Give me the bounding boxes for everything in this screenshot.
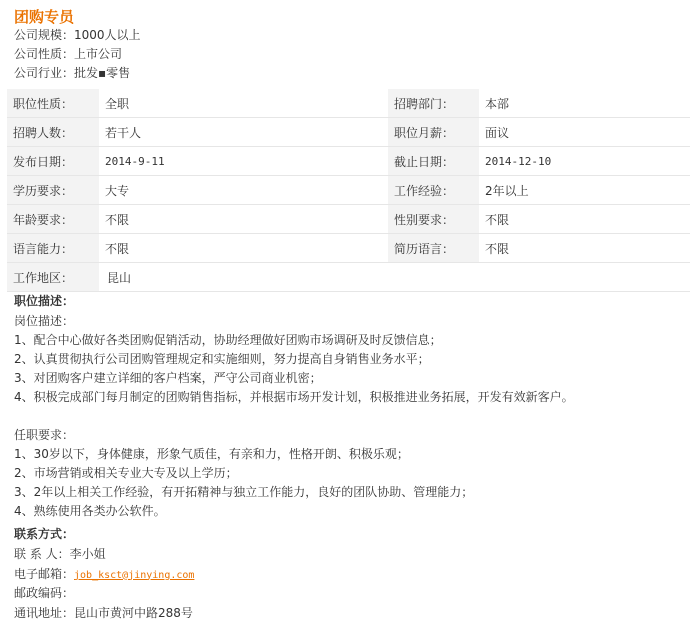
detail-value: 本部 bbox=[479, 89, 690, 118]
company-nature-value: 上市公司 bbox=[74, 47, 123, 61]
contact-person-label: 联 系 人： bbox=[14, 547, 70, 561]
duty-item: 2、认真贯彻执行公司团购管理规定和实施细则，努力提高自身销售业务水平； bbox=[14, 352, 430, 366]
duty-item: 3、对团购客户建立详细的客户档案，严守公司商业机密； bbox=[14, 371, 322, 385]
contact-email-label: 电子邮箱： bbox=[14, 566, 75, 581]
job-description bbox=[14, 312, 574, 521]
detail-label: 招聘部门： bbox=[388, 89, 479, 118]
contact-address-value: 昆山市黄河中路288号 bbox=[74, 605, 193, 620]
detail-label: 语言能力： bbox=[7, 234, 99, 263]
company-industry-label: 公司行业： bbox=[14, 66, 75, 80]
job-title: 团购专员 bbox=[14, 8, 75, 26]
detail-label: 职位性质： bbox=[7, 89, 99, 118]
contact-info bbox=[14, 545, 194, 623]
contact-postcode bbox=[14, 584, 194, 604]
detail-value: 全职 bbox=[99, 89, 388, 118]
email-link[interactable]: job_ksct@jinying.com bbox=[74, 569, 195, 581]
detail-value: 2014-12-10 bbox=[479, 147, 690, 176]
detail-label: 招聘人数： bbox=[7, 118, 99, 147]
contact-heading: 联系方式： bbox=[14, 527, 75, 541]
details-row bbox=[7, 89, 690, 118]
duty-item: 1、配合中心做好各类团购促销活动，协助经理做好团购市场调研及时反馈信息； bbox=[14, 333, 442, 347]
details-row bbox=[7, 234, 690, 263]
details-row bbox=[7, 147, 690, 176]
detail-label: 发布日期： bbox=[7, 147, 99, 176]
contact-person-value: 李小姐 bbox=[69, 547, 106, 561]
requirement-item: 4、熟练使用各类办公软件。 bbox=[14, 504, 166, 518]
contact-email bbox=[14, 565, 194, 585]
requirement-item: 3、2年以上相关工作经验，有开拓精神与独立工作能力，良好的团队协助、管理能力； bbox=[14, 485, 474, 499]
work-area-row bbox=[7, 263, 690, 292]
requirement-title: 任职要求： bbox=[14, 428, 75, 442]
detail-label: 职位月薪： bbox=[388, 118, 479, 147]
detail-value: 若干人 bbox=[99, 118, 388, 147]
contact-postcode-label: 邮政编码： bbox=[14, 586, 75, 600]
spacer bbox=[14, 407, 574, 426]
company-size-label: 公司规模： bbox=[14, 28, 75, 42]
detail-label: 年龄要求： bbox=[7, 205, 99, 234]
details-row bbox=[7, 176, 690, 205]
detail-value: 不限 bbox=[479, 205, 690, 234]
company-industry-value: 批发▪零售 bbox=[74, 66, 131, 80]
work-area-value bbox=[99, 263, 690, 292]
duty-title: 岗位描述： bbox=[14, 314, 75, 328]
detail-value: 不限 bbox=[99, 205, 388, 234]
requirement-item: 2、市场营销或相关专业大专及以上学历； bbox=[14, 466, 238, 480]
company-nature bbox=[14, 45, 141, 64]
duty-item: 4、积极完成部门每月制定的团购销售指标，并根据市场开发计划，积极推进业务拓展，开发有效新客户。 bbox=[14, 390, 574, 404]
work-area-text: 昆山 bbox=[107, 270, 132, 285]
details-row bbox=[7, 205, 690, 234]
detail-label: 工作经验： bbox=[388, 176, 479, 205]
work-area-label: 工作地区： bbox=[7, 263, 99, 292]
company-industry bbox=[14, 64, 141, 83]
detail-label: 截止日期： bbox=[388, 147, 479, 176]
detail-value: 不限 bbox=[99, 234, 388, 263]
detail-label: 简历语言： bbox=[388, 234, 479, 263]
detail-label: 学历要求： bbox=[7, 176, 99, 205]
contact-address bbox=[14, 604, 194, 624]
company-nature-label: 公司性质： bbox=[14, 47, 75, 61]
detail-value: 2年以上 bbox=[479, 176, 690, 205]
detail-label: 性别要求： bbox=[388, 205, 479, 234]
contact-person bbox=[14, 545, 194, 565]
detail-value: 面议 bbox=[479, 118, 690, 147]
contact-address-label: 通讯地址： bbox=[14, 605, 75, 620]
requirement-item: 1、30岁以下，身体健康，形象气质佳，有亲和力，性格开朗、积极乐观； bbox=[14, 447, 409, 461]
company-size-value: 1000人以上 bbox=[74, 28, 141, 42]
detail-value: 2014-9-11 bbox=[99, 147, 388, 176]
company-size bbox=[14, 26, 141, 45]
detail-value: 大专 bbox=[99, 176, 388, 205]
description-heading: 职位描述： bbox=[14, 294, 75, 308]
company-info bbox=[14, 26, 141, 83]
job-details-table bbox=[7, 89, 690, 292]
details-row bbox=[7, 118, 690, 147]
detail-value: 不限 bbox=[479, 234, 690, 263]
